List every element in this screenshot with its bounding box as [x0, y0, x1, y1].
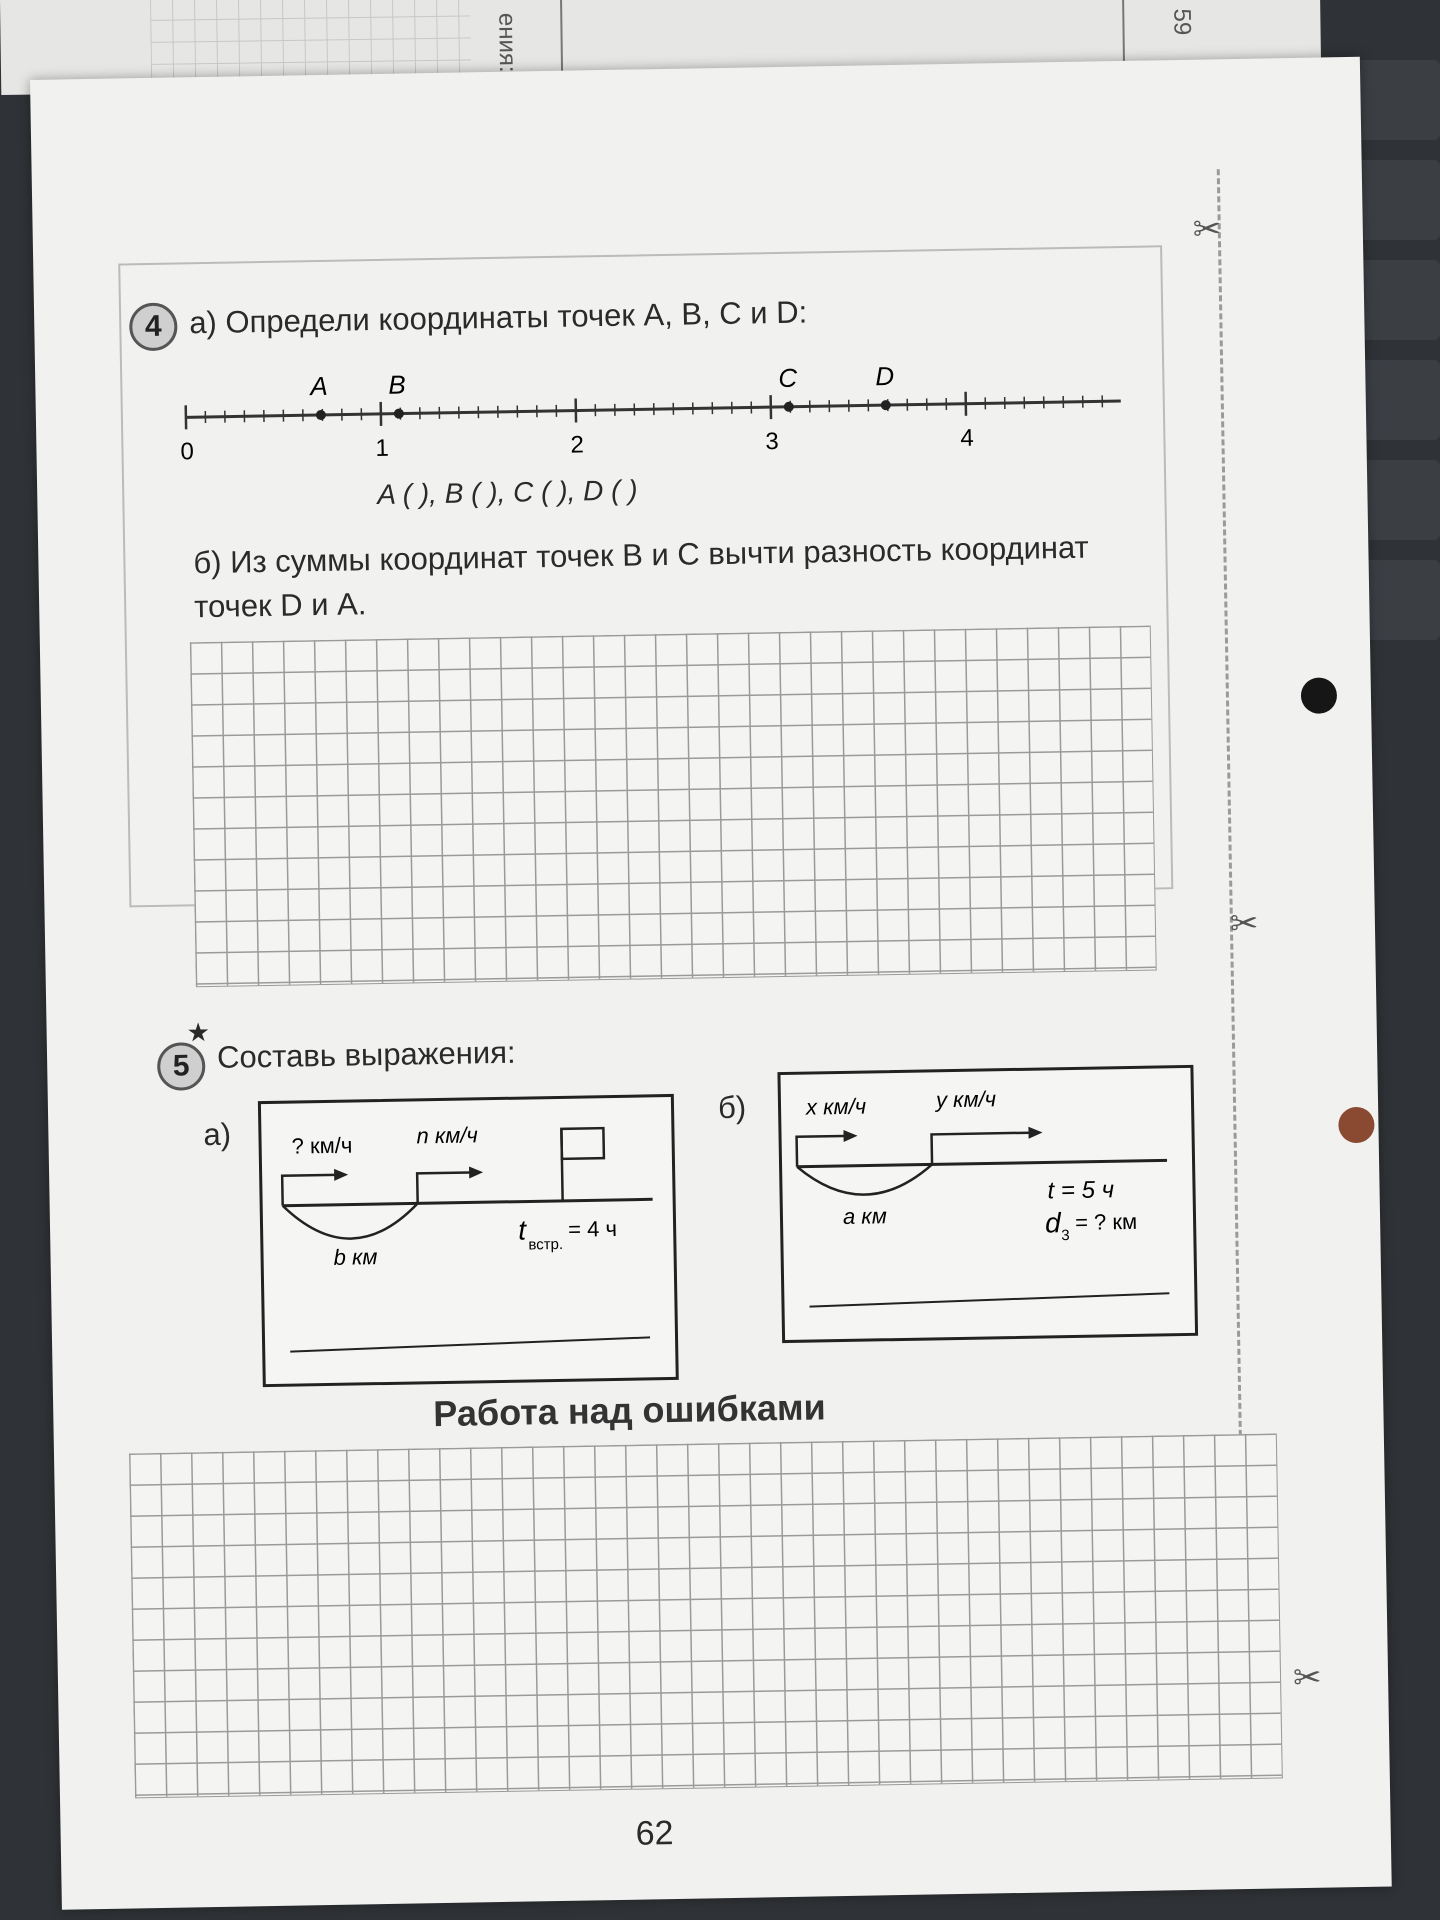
scissors-icon: ✂: [1292, 1658, 1322, 1698]
point-c-label: C: [778, 362, 798, 393]
errors-section-title: Работа над ошибками: [432, 1386, 826, 1435]
background-text: ения:: [493, 12, 522, 73]
arrow-1-head: [334, 1169, 348, 1181]
axis-label-3: 3: [765, 427, 780, 456]
point-d-dot: [881, 400, 891, 410]
arrow-1-head: [843, 1130, 857, 1142]
time-value: = 4 ч: [567, 1215, 618, 1242]
page-number: 62: [635, 1814, 674, 1853]
point-a-dot: [316, 410, 326, 420]
background-text: 59: [1168, 8, 1196, 36]
distance-subscript: 3: [1061, 1227, 1070, 1245]
answer-line-a[interactable]: [290, 1337, 650, 1351]
distance-label: a км: [842, 1203, 887, 1229]
task-number-5: 5: [157, 1042, 206, 1091]
answer-line-b[interactable]: [809, 1293, 1169, 1306]
task-number-4: 4: [129, 302, 178, 351]
point-a-label: A: [310, 370, 328, 402]
speed-2-label: n км/ч: [416, 1122, 479, 1149]
point-d-label: D: [875, 360, 895, 392]
distance-arc: [283, 1203, 419, 1239]
diagram-b: [780, 1068, 1195, 1340]
arrow-2-head: [469, 1166, 483, 1178]
flag: [561, 1128, 604, 1159]
point-b-dot: [394, 409, 404, 419]
speed-2-label: y км/ч: [935, 1086, 997, 1113]
speed-1-label: ? км/ч: [291, 1132, 353, 1159]
answer-grid-task-4[interactable]: [190, 626, 1157, 988]
axis-label-4: 4: [960, 424, 974, 452]
time-subscript: встр.: [528, 1235, 564, 1254]
point-c-dot: [784, 402, 794, 412]
time-t: t: [517, 1214, 527, 1246]
speed-1-label: x км/ч: [805, 1093, 867, 1120]
point-b-label: B: [388, 369, 406, 400]
road-line: [283, 1199, 653, 1205]
scissors-icon: ✂: [1229, 904, 1259, 944]
arrow-1: [282, 1175, 343, 1206]
punch-hole: [1301, 677, 1338, 714]
diagram-a-frame: [258, 1094, 679, 1387]
scissors-icon: ✂: [1192, 210, 1222, 249]
task-5a-label: а): [203, 1116, 232, 1153]
workbook-page: [30, 57, 1392, 1910]
answer-grid-errors[interactable]: [129, 1433, 1283, 1798]
task-4b-text-line-2: точек D и A.: [193, 586, 367, 625]
axis-label-1: 1: [375, 434, 390, 463]
distance-label: b км: [333, 1244, 378, 1270]
axis-label-2: 2: [570, 431, 585, 459]
road-line: [797, 1160, 1167, 1166]
axis-label-0: 0: [180, 438, 195, 466]
star-icon: ★: [186, 1017, 211, 1048]
distance-d: d: [1044, 1207, 1061, 1239]
task-5b-label: б): [717, 1089, 747, 1126]
task-5-title: Составь выражения:: [216, 1034, 516, 1075]
task-4b-text-line-1: б) Из суммы координат точек B и C вычти разность координат: [193, 529, 1090, 581]
distance-arc: [797, 1164, 932, 1195]
arrow-2-head: [1028, 1126, 1042, 1138]
coordinates-answer-line: A ( ), B ( ), C ( ), D ( ): [377, 474, 638, 510]
arrow-2: [417, 1172, 478, 1203]
diagram-b-frame: [777, 1065, 1198, 1343]
task-4a-text: а) Определи координаты точек A, B, C и D:: [188, 294, 808, 341]
time-label: t = 5 ч: [1047, 1176, 1115, 1205]
number-line: [165, 351, 1127, 478]
diagram-a: [261, 1097, 676, 1384]
punch-hole: [1338, 1107, 1375, 1144]
arrow-2: [932, 1133, 1038, 1165]
distance-value: = ? км: [1074, 1208, 1138, 1235]
